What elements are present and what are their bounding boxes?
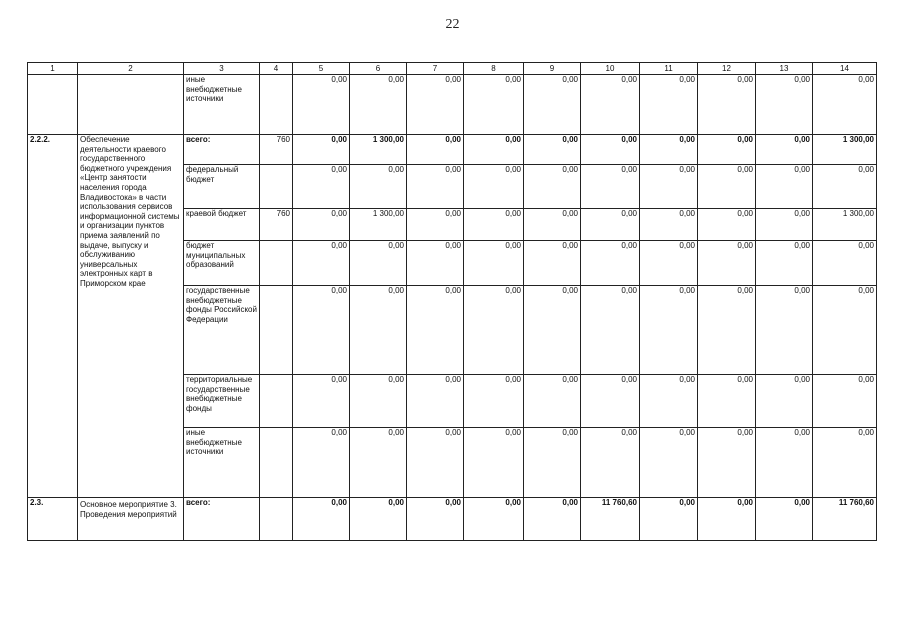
value-cell: 0,00 <box>464 498 524 541</box>
value-cell: 0,00 <box>293 375 350 428</box>
value-cell: 0,00 <box>464 209 524 241</box>
value-cell: 0,00 <box>756 286 813 375</box>
value-cell: 0,00 <box>581 75 640 135</box>
value-cell: 0,00 <box>407 375 464 428</box>
value-cell: 0,00 <box>293 209 350 241</box>
code-cell <box>28 75 78 135</box>
value-cell: 0,00 <box>464 286 524 375</box>
value-cell: 0,00 <box>464 75 524 135</box>
value-cell: 0,00 <box>524 135 581 165</box>
value-cell: 0,00 <box>350 165 407 209</box>
table-row <box>28 75 877 135</box>
column-header: 2 <box>78 63 184 75</box>
value-cell: 0,00 <box>293 428 350 498</box>
value-cell: 0,00 <box>407 428 464 498</box>
code-value-cell <box>260 498 293 541</box>
code-value-cell <box>260 428 293 498</box>
funding-source-cell: всего: <box>184 498 260 541</box>
funding-source-cell: государственные внебюджетные фонды Российской Федерации <box>184 286 260 375</box>
value-cell: 0,00 <box>756 241 813 286</box>
value-cell: 0,00 <box>813 165 877 209</box>
code-value-cell <box>260 75 293 135</box>
value-cell: 0,00 <box>640 135 698 165</box>
value-cell: 0,00 <box>524 428 581 498</box>
value-cell: 0,00 <box>464 165 524 209</box>
value-cell: 0,00 <box>698 209 756 241</box>
value-cell: 0,00 <box>698 428 756 498</box>
activity-description: Обеспечение деятельности краевого государственного бюджетного учреждения «Центр занятости населения города Владивостока» в части использования сервисов информационной системы и организации пунктов приема заявлений по выдаче, выпуску и обслуживанию универсальных электронных карт в Приморском крае <box>78 135 184 498</box>
column-header: 3 <box>184 63 260 75</box>
value-cell: 0,00 <box>756 209 813 241</box>
column-header: 1 <box>28 63 78 75</box>
value-cell: 0,00 <box>756 135 813 165</box>
value-cell: 0,00 <box>640 286 698 375</box>
value-cell: 0,00 <box>350 286 407 375</box>
value-cell: 0,00 <box>640 498 698 541</box>
activity-description: Основное мероприятие 3. Проведения мероприятий <box>78 498 184 541</box>
code-value-cell: 760 <box>260 135 293 165</box>
value-cell: 1 300,00 <box>813 135 877 165</box>
value-cell: 0,00 <box>524 209 581 241</box>
value-cell: 0,00 <box>464 241 524 286</box>
value-cell: 0,00 <box>698 165 756 209</box>
budget-table <box>27 62 877 541</box>
value-cell: 0,00 <box>813 241 877 286</box>
column-header: 12 <box>698 63 756 75</box>
value-cell: 0,00 <box>350 375 407 428</box>
value-cell: 0,00 <box>813 286 877 375</box>
value-cell: 1 300,00 <box>813 209 877 241</box>
value-cell: 0,00 <box>407 286 464 375</box>
value-cell: 0,00 <box>350 241 407 286</box>
code-value-cell <box>260 241 293 286</box>
value-cell: 0,00 <box>581 241 640 286</box>
value-cell: 1 300,00 <box>350 209 407 241</box>
table-row <box>28 135 877 165</box>
column-header: 5 <box>293 63 350 75</box>
value-cell: 0,00 <box>293 75 350 135</box>
value-cell: 0,00 <box>698 135 756 165</box>
value-cell: 0,00 <box>581 375 640 428</box>
value-cell: 0,00 <box>350 428 407 498</box>
funding-source-cell: иные внебюджетные источники <box>184 75 260 135</box>
value-cell: 0,00 <box>524 498 581 541</box>
value-cell: 0,00 <box>756 165 813 209</box>
value-cell: 0,00 <box>524 165 581 209</box>
table-header-row <box>28 63 877 75</box>
value-cell: 0,00 <box>640 209 698 241</box>
value-cell: 0,00 <box>581 135 640 165</box>
value-cell: 0,00 <box>464 135 524 165</box>
value-cell: 0,00 <box>640 75 698 135</box>
code-value-cell <box>260 375 293 428</box>
value-cell: 0,00 <box>640 375 698 428</box>
funding-source-cell: федеральный бюджет <box>184 165 260 209</box>
value-cell: 0,00 <box>524 241 581 286</box>
value-cell: 0,00 <box>756 498 813 541</box>
value-cell: 0,00 <box>581 209 640 241</box>
column-header: 13 <box>756 63 813 75</box>
value-cell: 0,00 <box>464 375 524 428</box>
page-number: 22 <box>445 17 460 32</box>
activity-code: 2.2.2. <box>28 135 78 498</box>
code-value-cell <box>260 286 293 375</box>
value-cell: 0,00 <box>640 241 698 286</box>
value-cell: 0,00 <box>640 165 698 209</box>
value-cell: 0,00 <box>581 165 640 209</box>
value-cell: 0,00 <box>698 375 756 428</box>
value-cell: 0,00 <box>293 241 350 286</box>
funding-source-cell: всего: <box>184 135 260 165</box>
value-cell: 11 760,60 <box>813 498 877 541</box>
column-header: 10 <box>581 63 640 75</box>
value-cell: 0,00 <box>524 286 581 375</box>
description-cell <box>78 75 184 135</box>
column-header: 14 <box>813 63 877 75</box>
value-cell: 0,00 <box>640 428 698 498</box>
funding-source-cell: иные внебюджетные источники <box>184 428 260 498</box>
value-cell: 0,00 <box>698 241 756 286</box>
value-cell: 0,00 <box>756 375 813 428</box>
value-cell: 0,00 <box>293 135 350 165</box>
funding-source-cell: краевой бюджет <box>184 209 260 241</box>
value-cell: 11 760,60 <box>581 498 640 541</box>
value-cell: 0,00 <box>407 135 464 165</box>
value-cell: 0,00 <box>756 428 813 498</box>
activity-code: 2.3. <box>28 498 78 541</box>
value-cell: 0,00 <box>698 286 756 375</box>
code-value-cell: 760 <box>260 209 293 241</box>
value-cell: 0,00 <box>756 75 813 135</box>
value-cell: 0,00 <box>581 286 640 375</box>
code-value-cell <box>260 165 293 209</box>
value-cell: 0,00 <box>813 428 877 498</box>
value-cell: 0,00 <box>813 375 877 428</box>
column-header: 9 <box>524 63 581 75</box>
value-cell: 0,00 <box>698 498 756 541</box>
value-cell: 0,00 <box>350 498 407 541</box>
column-header: 7 <box>407 63 464 75</box>
column-header: 8 <box>464 63 524 75</box>
value-cell: 0,00 <box>698 75 756 135</box>
column-header: 4 <box>260 63 293 75</box>
funding-source-cell: бюджет муниципальных образований <box>184 241 260 286</box>
table-row <box>28 498 877 541</box>
column-header: 11 <box>640 63 698 75</box>
value-cell: 0,00 <box>293 498 350 541</box>
value-cell: 0,00 <box>407 165 464 209</box>
value-cell: 0,00 <box>293 286 350 375</box>
value-cell: 0,00 <box>293 165 350 209</box>
value-cell: 0,00 <box>350 75 407 135</box>
funding-source-cell: территориальные государственные внебюджетные фонды <box>184 375 260 428</box>
value-cell: 0,00 <box>407 241 464 286</box>
value-cell: 0,00 <box>407 209 464 241</box>
value-cell: 0,00 <box>581 428 640 498</box>
value-cell: 1 300,00 <box>350 135 407 165</box>
column-header: 6 <box>350 63 407 75</box>
value-cell: 0,00 <box>813 75 877 135</box>
value-cell: 0,00 <box>524 75 581 135</box>
value-cell: 0,00 <box>524 375 581 428</box>
value-cell: 0,00 <box>407 498 464 541</box>
value-cell: 0,00 <box>464 428 524 498</box>
value-cell: 0,00 <box>407 75 464 135</box>
